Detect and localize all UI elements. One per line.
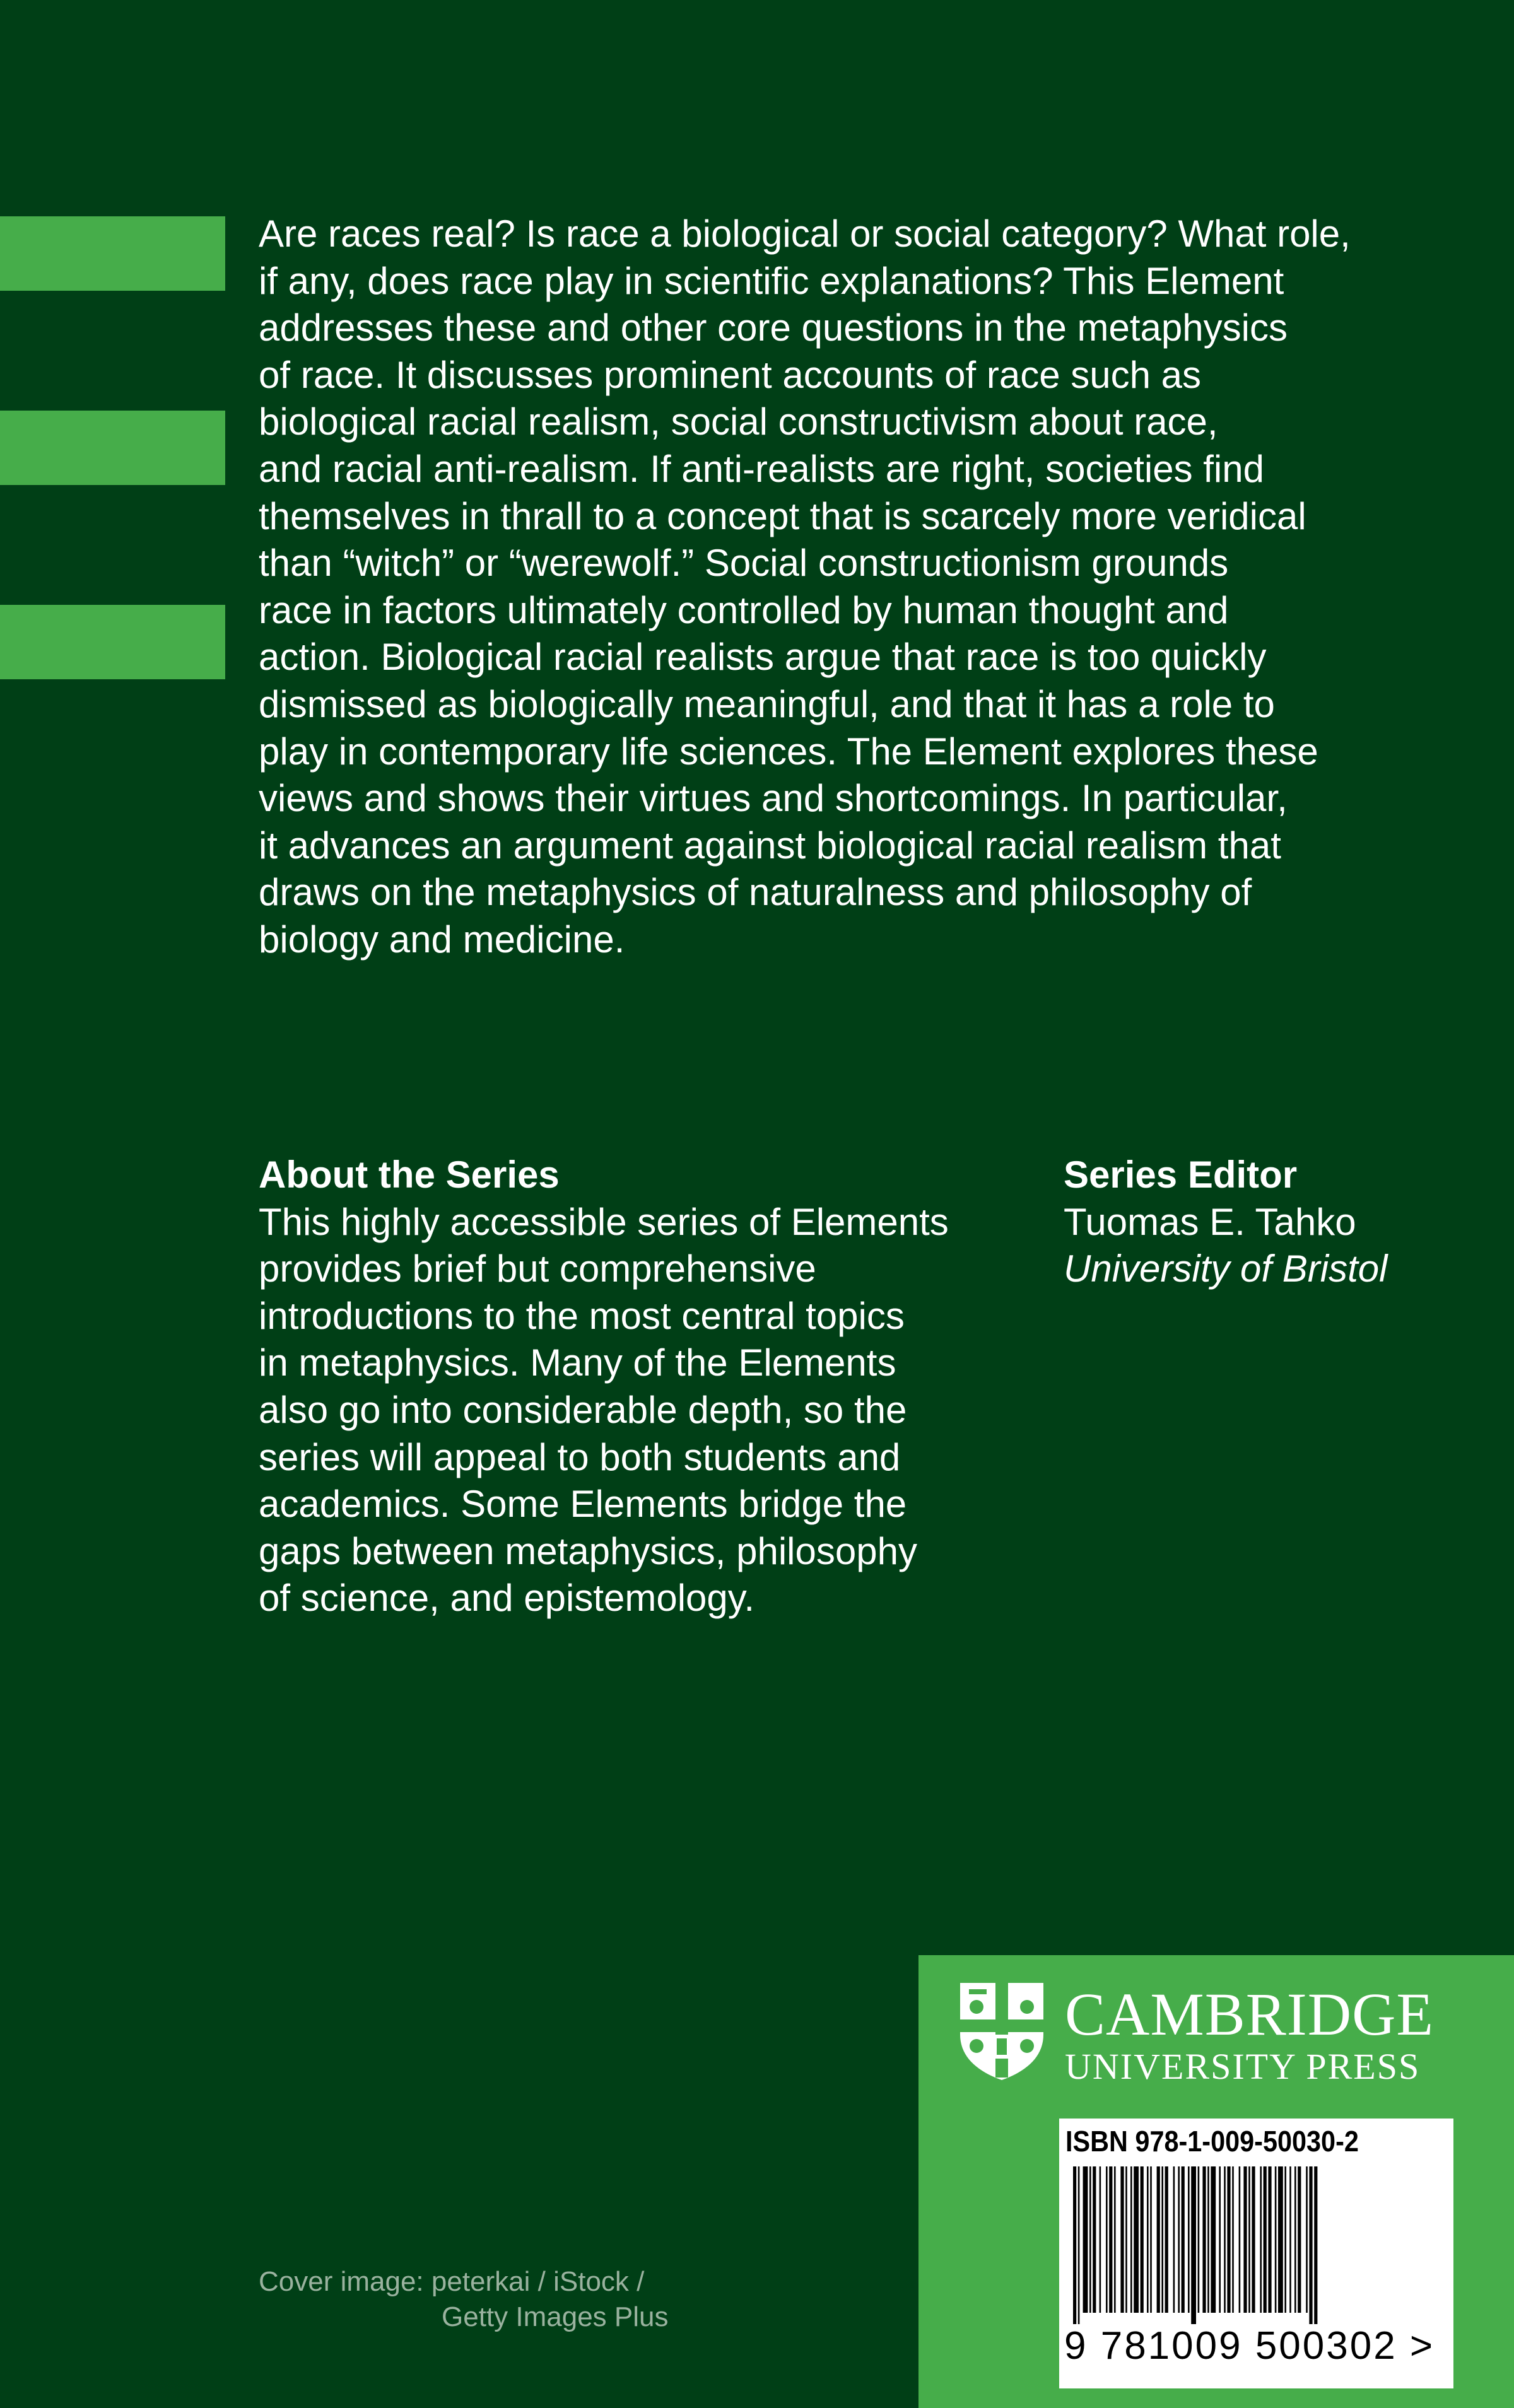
about-series-line: This highly accessible series of Elements <box>259 1200 949 1243</box>
barcode-stripe <box>1147 2166 1149 2313</box>
barcode-stripe <box>1109 2166 1112 2313</box>
barcode-stripe <box>1125 2166 1127 2313</box>
barcode-digits: 9 781009 500302 > <box>1064 2324 1435 2368</box>
blurb-line: of race. It discusses prominent accounts of race such as <box>259 353 1202 396</box>
decorative-bar-1 <box>0 216 225 291</box>
cover-image-credit <box>259 2264 700 2335</box>
barcode-stripe <box>1134 2166 1139 2313</box>
barcode-stripe <box>1093 2166 1096 2313</box>
barcode-stripe <box>1239 2166 1241 2313</box>
barcode-stripe <box>1120 2166 1124 2313</box>
barcode-stripe <box>1284 2166 1286 2313</box>
blurb-line: play in contemporary life sciences. The Element explores these <box>259 730 1318 773</box>
barcode-stripe <box>1198 2166 1200 2313</box>
series-editor-name: Tuomas E. Tahko <box>1064 1200 1356 1243</box>
barcode-stripe <box>1130 2166 1132 2313</box>
about-series-line: gaps between metaphysics, philosophy <box>259 1529 917 1572</box>
barcode-stripe <box>1106 2166 1108 2313</box>
barcode-stripe <box>1083 2166 1088 2313</box>
barcode-stripe <box>1173 2166 1175 2313</box>
barcode-stripe <box>1165 2166 1168 2313</box>
publisher-name-line-2: UNIVERSITY PRESS <box>1065 2046 1421 2087</box>
barcode-stripe <box>1141 2166 1144 2313</box>
barcode-stripe <box>1114 2166 1116 2313</box>
blurb-line: Are races real? Is race a biological or social category? What role, <box>259 213 1351 255</box>
blurb-line: dismissed as biologically meaningful, and that it has a role to <box>259 682 1275 725</box>
isbn-barcode <box>1059 2119 1453 2388</box>
blurb-line: and racial anti-realism. If anti-realists are right, societies find <box>259 447 1264 490</box>
barcode-stripe <box>1078 2166 1080 2324</box>
about-the-series <box>259 1152 1016 1622</box>
barcode-stripe <box>1306 2166 1308 2313</box>
about-series-heading: About the Series <box>259 1154 560 1196</box>
barcode-stripe <box>1188 2166 1190 2313</box>
barcode-stripe <box>1289 2166 1291 2313</box>
about-series-line: also go into considerable depth, so the <box>259 1388 907 1431</box>
blurb-line: addresses these and other core questions in the metaphysics <box>259 307 1288 349</box>
credit-line-1: Cover image: peterkai / iStock / <box>259 2266 645 2297</box>
barcode-stripe <box>1314 2166 1317 2324</box>
about-series-line: academics. Some Elements bridge the <box>259 1483 907 1526</box>
barcode-stripe <box>1207 2166 1209 2313</box>
about-series-line: in metaphysics. Many of the Elements <box>259 1341 896 1384</box>
blurb-line: race in factors ultimately controlled by human thought and <box>259 588 1229 631</box>
barcode-stripe <box>1252 2166 1255 2313</box>
publisher-name <box>1065 1980 1435 2088</box>
blurb-line: if any, does race play in scientific explanations? This Element <box>259 259 1284 302</box>
barcode-stripe <box>1211 2166 1216 2313</box>
barcode-stripe <box>1150 2166 1152 2313</box>
barcode-stripe <box>1278 2166 1283 2313</box>
barcode-stripe <box>1243 2166 1247 2313</box>
blurb-line: views and shows their virtues and shortcomings. In particular, <box>259 777 1288 820</box>
barcode-stripe <box>1100 2166 1101 2313</box>
series-editor-heading: Series Editor <box>1064 1154 1298 1196</box>
barcode-stripe <box>1298 2166 1301 2313</box>
isbn-label: ISBN 978-1-009-50030-2 <box>1065 2125 1359 2158</box>
barcode-stripe <box>1219 2166 1221 2313</box>
series-editor <box>1064 1152 1467 1293</box>
barcode-stripe <box>1309 2166 1312 2324</box>
barcode-stripe <box>1294 2166 1296 2313</box>
about-series-line: series will appeal to both students and <box>259 1435 901 1478</box>
barcode-stripe <box>1157 2166 1160 2313</box>
book-blurb <box>259 211 1407 964</box>
cambridge-shield-icon <box>958 1980 1046 2081</box>
blurb-line: themselves in thrall to a concept that is scarcely more veridical <box>259 494 1306 537</box>
barcode-stripe <box>1182 2166 1185 2313</box>
decorative-bar-2 <box>0 411 225 485</box>
barcode-stripe <box>1227 2166 1230 2313</box>
barcode-stripe <box>1191 2166 1196 2324</box>
barcode-stripe <box>1089 2166 1091 2313</box>
blurb-line: draws on the metaphysics of naturalness and philosophy of <box>259 871 1252 914</box>
barcode-stripe <box>1073 2166 1076 2324</box>
publisher-panel <box>918 1955 1514 2408</box>
blurb-line: it advances an argument against biological racial realism that <box>259 824 1281 867</box>
blurb-line: biology and medicine. <box>259 918 625 961</box>
about-series-line: provides brief but comprehensive <box>259 1248 816 1290</box>
barcode-stripe <box>1275 2166 1277 2313</box>
publisher-name-line-1: CAMBRIDGE <box>1065 1980 1435 2048</box>
barcode-stripe <box>1224 2166 1226 2313</box>
barcode-bars <box>1073 2166 1426 2324</box>
barcode-stripe <box>1260 2166 1262 2313</box>
blurb-line: than “witch” or “werewolf.” Social constructionism grounds <box>259 542 1229 585</box>
blurb-line: action. Biological racial realists argue that race is too quickly <box>259 636 1267 679</box>
barcode-stripe <box>1264 2166 1267 2313</box>
barcode-stripe <box>1232 2166 1234 2313</box>
about-series-line: of science, and epistemology. <box>259 1577 755 1620</box>
decorative-bar-3 <box>0 605 225 679</box>
barcode-stripe <box>1178 2166 1180 2313</box>
credit-line-2: Getty Images Plus <box>442 2301 669 2332</box>
blurb-line: biological racial realism, social constructivism about race, <box>259 400 1218 443</box>
about-series-line: introductions to the most central topics <box>259 1294 905 1337</box>
barcode-stripe <box>1161 2166 1163 2313</box>
barcode-stripe <box>1268 2166 1271 2313</box>
barcode-stripe <box>1202 2166 1206 2313</box>
barcode-stripe <box>1248 2166 1250 2313</box>
series-editor-affiliation: University of Bristol <box>1064 1248 1388 1290</box>
